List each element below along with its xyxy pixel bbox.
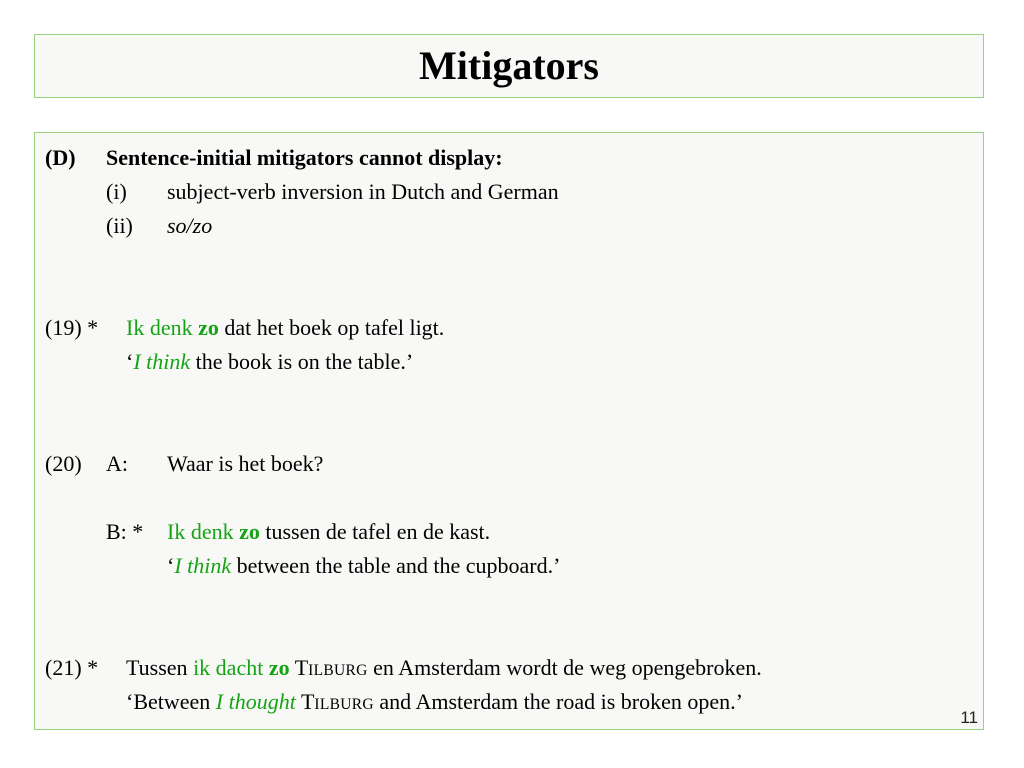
sentence-rest: en Amsterdam wordt de weg opengebroken. [373, 655, 762, 680]
gloss-mitigator: I think [174, 553, 232, 578]
speaker-a-text: Waar is het boek? [167, 451, 324, 476]
zo-word: zo [198, 315, 219, 340]
place-smallcaps: ILBURG [314, 696, 374, 713]
zo-word: zo [268, 655, 290, 680]
place-initial: T [294, 655, 309, 680]
example-21-number: (21) * [45, 655, 99, 680]
zo-word: zo [239, 519, 260, 544]
gloss-rest: between the table and the cupboard.’ [236, 553, 561, 578]
gloss-start: ‘Between [126, 689, 211, 714]
example-19-sentence [126, 315, 444, 341]
section-heading: Sentence-initial mitigators cannot display: [106, 145, 503, 170]
mitigator-phrase: ik dacht [193, 655, 264, 680]
sentence-rest: dat het boek op tafel ligt. [224, 315, 445, 340]
mitigator-phrase: Ik denk [167, 519, 234, 544]
item-ii-text: so/zo [167, 213, 213, 238]
slide-title: Mitigators [419, 43, 599, 88]
slide-number: 11 [960, 708, 978, 727]
item-ii-number: (ii) [106, 213, 133, 238]
gloss-mitigator: I thought [215, 689, 296, 714]
section-label: (D) [45, 145, 76, 170]
example-20-gloss [167, 553, 560, 579]
mitigator-phrase: Ik denk [126, 315, 193, 340]
item-i-text: subject-verb inversion in Dutch and German [167, 179, 559, 204]
place-name [301, 689, 374, 714]
example-19-gloss [126, 349, 413, 375]
gloss-rest: and Amsterdam the road is broken open.’ [379, 689, 743, 714]
example-21-sentence [126, 655, 762, 684]
speaker-b-label: B: * [106, 519, 144, 544]
content-box [34, 132, 984, 730]
gloss-rest: the book is on the table.’ [195, 349, 414, 374]
sentence-rest: tussen de tafel en de kast. [265, 519, 491, 544]
place-initial: T [300, 689, 315, 714]
sentence-start: Tussen [126, 655, 188, 680]
speaker-a-label: A: [106, 451, 128, 476]
item-i-number: (i) [106, 179, 127, 204]
quote-open: ‘ [167, 553, 175, 578]
speaker-b-sentence [167, 519, 490, 545]
example-21-gloss [126, 689, 743, 718]
example-19-number: (19) * [45, 315, 99, 340]
place-smallcaps: ILBURG [308, 662, 368, 679]
gloss-mitigator: I think [133, 349, 191, 374]
place-name [295, 655, 368, 680]
example-20-number: (20) [45, 451, 82, 476]
quote-open: ‘ [126, 349, 134, 374]
title-box [34, 34, 984, 98]
